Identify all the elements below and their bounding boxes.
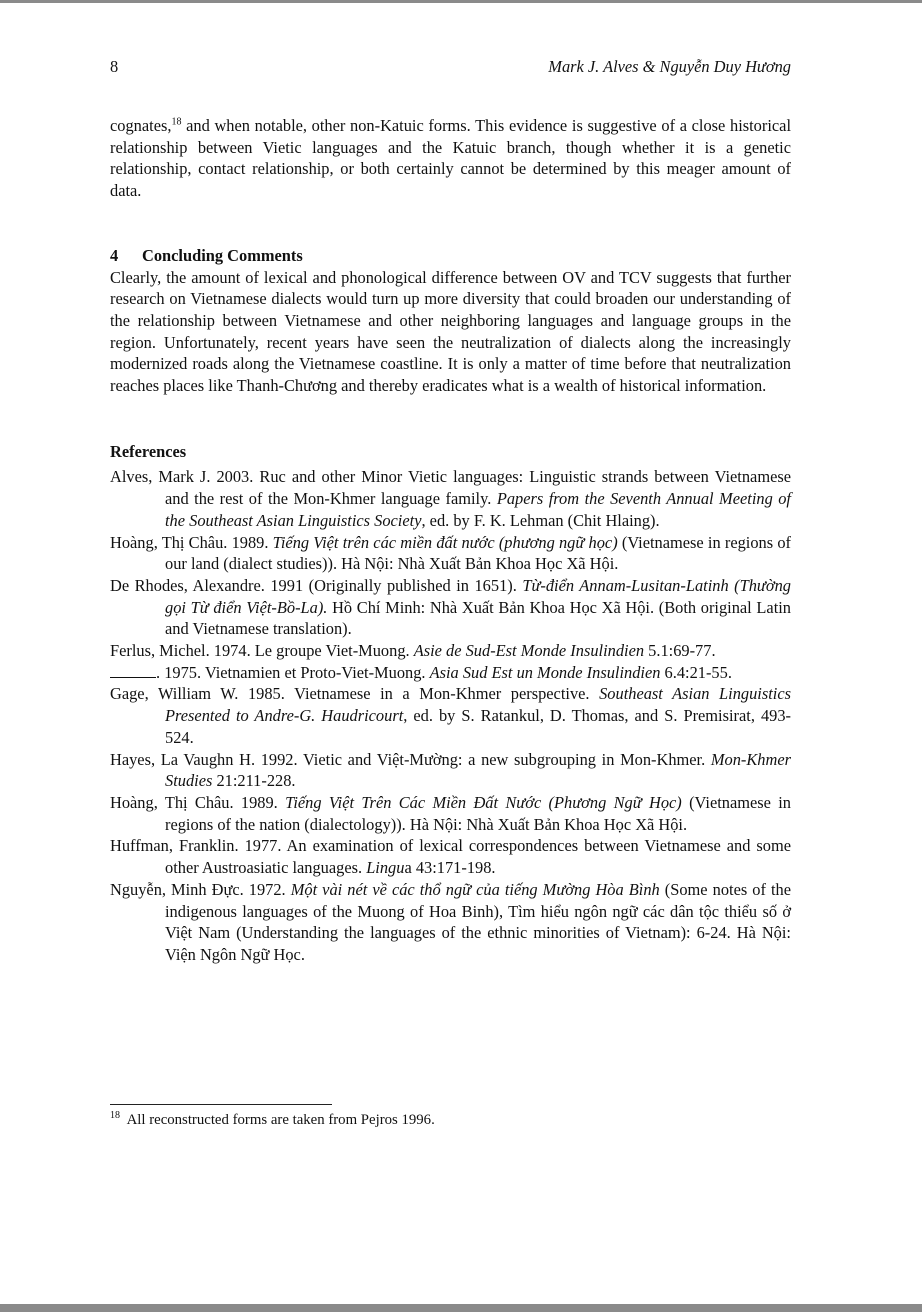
section-title: Concluding Comments xyxy=(142,245,303,265)
ref-text: 21:211-228. xyxy=(212,771,296,791)
footnote-marker: 18 xyxy=(110,1110,120,1122)
ref-text: (Vietnamese in regions of the nation (dialectology)). Hà Nội: Nhà Xuất Bản Khoa Học Xã Hội. xyxy=(165,792,791,834)
ref-title: Tiếng Việt Trên Các Miền Đất Nước (Phương Ngữ Học) xyxy=(285,792,682,812)
ref-text: De Rhodes, Alexandre. 1991 (Originally published in 1651). xyxy=(110,575,523,595)
ref-text: Hoàng, Thị Châu. 1989. xyxy=(110,792,286,812)
ref-text: Hồ Chí Minh: Nhà Xuất Bản Khoa Học Xã Hội. (Both original Latin and Vietnamese translation). xyxy=(165,597,791,639)
footnote-ref-18[interactable]: 18 xyxy=(171,116,182,128)
ref-title: Southeast Asian Linguistics Presented to Andre-G. Haudricourt xyxy=(165,684,791,726)
ref-title: Tiếng Việt trên các miền đất nước (phương ngữ học) xyxy=(272,532,618,552)
ref-text: Alves, Mark J. 2003. Ruc and other Minor Vietic languages: Linguistic strands between Vietnamese and the rest of the Mon-Khmer language family. xyxy=(110,467,791,509)
reference-entry xyxy=(110,532,791,575)
ref-text: . 1975. Vietnamien et Proto-Viet-Muong. xyxy=(156,662,430,682)
ref-text: , ed. by S. Ratankul, D. Thomas, and S. Premisirat, 493-524. xyxy=(165,706,791,747)
reference-entry xyxy=(110,749,791,792)
concluding-paragraph: Clearly, the amount of lexical and phonological difference between OV and TCV suggests that further research on Vietnamese dialects would turn up more diversity that could broaden our understanding of the relationship between Vietnamese and other neighboring languages and language groups in the region. Unfortunately, recent years have seen the neutralization of dialects along the increasingly modernized roads along the Vietnamese coastline. It is only a matter of time before that neutralization reaches places like Thanh-Chương and thereby eradicates what is a wealth of historical information. xyxy=(110,267,791,396)
intro-text-before-note: cognates, xyxy=(110,116,172,135)
ref-text: Gage, William W. 1985. Vietnamese in a Mon-Khmer perspective. xyxy=(110,684,600,704)
ref-title: Asia Sud Est un Monde Insulindien xyxy=(429,662,661,682)
page-body xyxy=(110,56,791,966)
ref-text: 5.1:69-77. xyxy=(644,641,716,661)
ref-text: (Vietnamese in regions of our land (dialect studies)). Hà Nội: Nhà Xuất Bản Khoa Học Xã Hội. xyxy=(165,532,791,574)
page-top-edge xyxy=(0,0,922,3)
intro-paragraph xyxy=(110,115,791,202)
ref-title: Từ-điển Annam-Lusitan-Latinh (Thường gọi Từ điển Việt-Bồ-La). xyxy=(165,575,791,617)
ref-title: Mon-Khmer Studies xyxy=(165,749,791,791)
ref-text: Nguyễn, Minh Đực. 1972. xyxy=(110,879,291,899)
reference-entry xyxy=(110,683,791,748)
reference-entry xyxy=(110,662,791,684)
intro-text-after-note: and when notable, other non-Katuic forms. This evidence is suggestive of a close historical relationship between Vietic languages and the Katuic branch, though whether it is a genetic relationship, contact relationship, or both certainly cannot be determined by this meager amount of data. xyxy=(110,116,791,201)
footnote-text: All reconstructed forms are taken from Pejros 1996. xyxy=(126,1112,435,1128)
reference-entry xyxy=(110,792,791,835)
ref-title: Papers from the Seventh Annual Meeting of the Southeast Asian Linguistics Society xyxy=(165,489,791,530)
reference-entry xyxy=(110,879,791,966)
ref-text: Ferlus, Michel. 1974. Le groupe Viet-Muong. xyxy=(110,641,414,661)
reference-entry xyxy=(110,575,791,640)
repeated-author-blank xyxy=(110,663,156,678)
ref-text: Huffman, Franklin. 1977. An examination of lexical correspondences between Vietnamese and some other Austroasiatic languages. xyxy=(110,836,791,878)
ref-text: , ed. by F. K. Lehman (Chit Hlaing). xyxy=(421,510,660,530)
running-head xyxy=(110,56,791,80)
footnote-18 xyxy=(110,1111,791,1130)
reference-entry xyxy=(110,640,791,662)
page-bottom-edge xyxy=(0,1304,922,1312)
ref-text: Hayes, La Vaughn H. 1992. Vietic and Việt-Mường: a new subgrouping in Mon-Khmer. xyxy=(110,749,711,769)
reference-entry xyxy=(110,466,791,531)
reference-entry xyxy=(110,835,791,878)
footnote-rule xyxy=(110,1104,332,1105)
ref-text: a 43:171-198. xyxy=(404,858,496,878)
page-number: 8 xyxy=(110,57,119,76)
ref-title: Một vài nét về các thổ ngữ của tiếng Mường Hòa Bình xyxy=(290,879,660,899)
ref-text: 6.4:21-55. xyxy=(660,662,732,682)
ref-text: Hoàng, Thị Châu. 1989. xyxy=(110,532,273,552)
section-number: 4 xyxy=(110,245,119,265)
ref-text: (Some notes of the indigenous languages of the Muong of Hoa Binh), Tìm hiểu ngôn ngữ các dân tộc thiểu số ở Việt Nam (Understanding the languages of the ethnic minorities of Vietnam): 6-24. Hà Nội: Viện Ngôn Ngữ Học. xyxy=(165,879,792,964)
ref-title: Asie de Sud-Est Monde Insulindien xyxy=(413,641,645,661)
section-heading-concluding xyxy=(110,245,791,267)
references-heading: References xyxy=(110,441,187,461)
running-head-authors: Mark J. Alves & Nguyễn Duy Hương xyxy=(548,57,791,76)
ref-title: Lingu xyxy=(366,858,405,878)
references-list xyxy=(110,466,791,965)
